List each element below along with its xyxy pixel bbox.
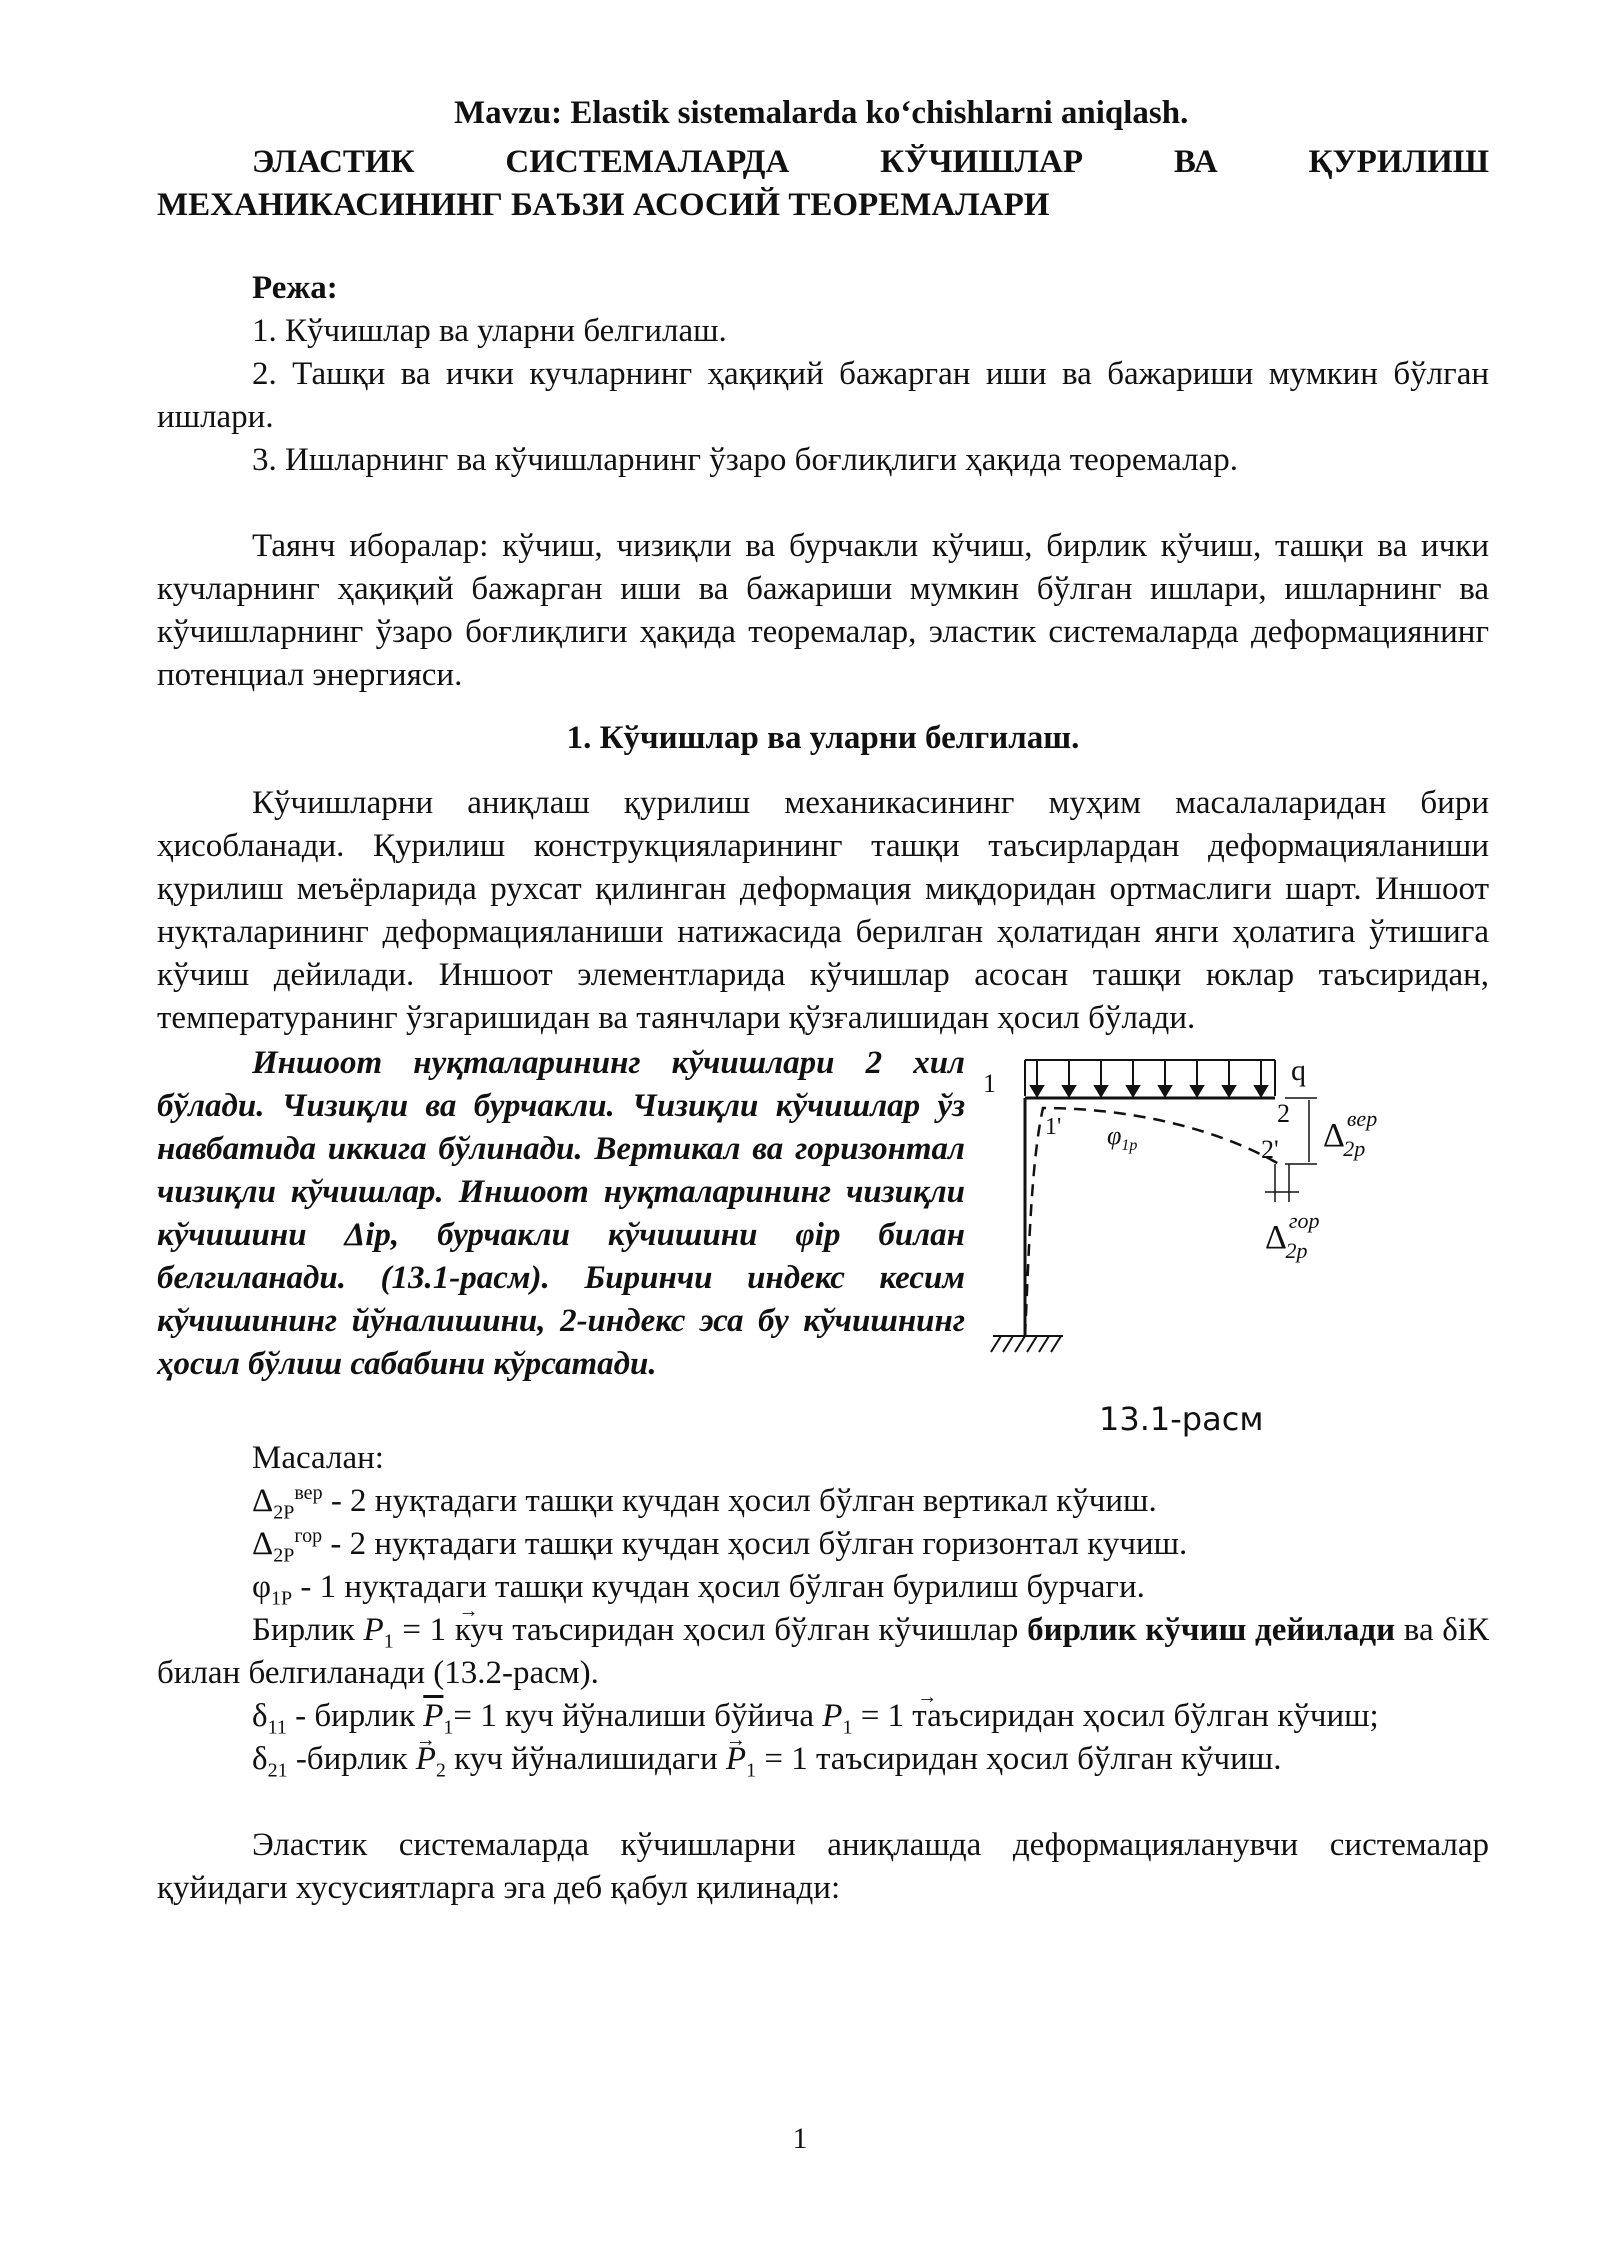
intro-paragraph: Кўчишларни аниқлаш қурилиш механикасининг муҳим масалаларидан бири ҳисобланади. Қурилиш конструкцияларининг ташқи таъсирлардан деформацияланиши қурилиш меъёрларида рухсат қилинган деформация миқдоридан ортмаслиги шарт. Иншоот нуқталарининг деформацияланиши натижасида берилган ҳолатидан янги ҳолатига ўтишига кўчиш дейилади. Иншоот элементларида кўчишлар асосан ташқи юклар таъсиридан, температуранинг ўзгаришидан ва таянчлари қўзғалишидан ҳосил бўлади.	[157, 785, 1489, 1036]
main-title-line2: МЕХАНИКАСИНИНГ БАЪЗИ АСОСИЙ ТЕОРЕМАЛАРИ	[157, 187, 1050, 223]
example-line-horizontal: $\Delta_{2P}^{гор} - 2$ нуқтадаги ташқи кучдан ҳосил бўлган горизонтал кучиш.	[252, 1525, 1188, 1567]
node-1-prime-label: 1'	[1045, 1114, 1062, 1140]
figure-block	[157, 1042, 1489, 1437]
delta-21-definition: $\delta_{21}$ -бирлик → $P_2$ куч йўналишидаги → $P_1 = 1$ таъсиридан ҳосил бўлган кўчиш.	[157, 1738, 1489, 1781]
plan-item-2: 2. Ташқи ва ички кучларнинг ҳақиқий бажарган иши ва бажариши мумкин бўлган ишлари.	[157, 356, 1489, 435]
example-line-vertical: $\Delta_{2P}^{вер} - 2$ нуқтадаги ташқи кучдан ҳосил бўлган вертикал кўчиш.	[252, 1482, 1157, 1524]
distributed-load	[1025, 1060, 1275, 1096]
example-intro: Масалан:	[252, 1440, 384, 1476]
frame-diagram	[979, 1052, 1489, 1437]
load-label: q	[1291, 1054, 1306, 1087]
figure-side-text: Иншоот нуқталарининг кўчишлари 2 хил бўлади. Чизиқли ва бурчакли. Чизиқли кўчишлар ўз навбатида иккига бўлинади. Вертикал ва горизонтал чизиқли кўчишлар. Иншоот нуқталарининг чизиқли кўчишини Δip, бурчакли кўчишини φip билан белгиланади. (13.1-расм). Биринчи индекс кесим кўчишининг йўналишини, 2-индекс эса бу кўчишнинг ҳосил бўлиш сабабини кўрсатади.	[157, 1045, 965, 1382]
plan-heading: Режа:	[252, 270, 338, 306]
title-word: ВА	[1173, 144, 1218, 180]
load-arrows	[1031, 1060, 1267, 1096]
figure-caption: 13.1-расм	[1099, 1400, 1264, 1437]
example-line-rotation: $\varphi_{1P} - 1$ нуқтадаги ташқи кучдан ҳосил бўлган бурилиш бурчаги.	[252, 1569, 1145, 1610]
closing-paragraph: Эластик системаларда кўчишларни аниқлашда деформацияланувчи системалар қуйидаги хусусиятларга эга деб қабул қилинади:	[157, 1827, 1489, 1906]
deformed-shape	[1025, 1108, 1279, 1336]
title-word: ҚУРИЛИШ	[1308, 144, 1489, 180]
delta-11-definition: $\delta_{11}$ - бирлик $\overline{P}_1= 1$ куч йўналиши бўйича → $P_1 = 1$ таъсиридан ҳосил бўлган кўчиш;	[157, 1695, 1489, 1738]
unit-displacement-definition: Бирлик → $P_1 = 1$ куч таъсиридан ҳосил бўлган кўчишлар бирлик кўчиш дейилади ва δiК билан белгиланади (13.2-расм).	[157, 1609, 1489, 1695]
title-word: СИСТЕМАЛАРДА	[505, 144, 790, 180]
plan-item-1: 1. Кўчишлар ва уларни белгилаш.	[252, 313, 727, 349]
document-page	[157, 92, 1489, 1910]
main-title-line1	[157, 141, 1489, 184]
section-heading: 1. Кўчишлар ва уларни белгилаш.	[566, 720, 1080, 756]
horizontal-displacement-dimension	[1265, 1164, 1299, 1202]
node-2-label: 2	[1277, 1099, 1290, 1128]
title-word: ЭЛАСТИК	[252, 144, 415, 180]
delta-vertical-label: $\Delta^{вер}$ 2p	[1323, 1106, 1378, 1161]
keywords-paragraph: Таянч иборалар: кўчиш, чизиқли ва бурчакли кўчиш, бирлик кўчиш, ташқи ва ички кучларнинг ҳақиқий бажарган иши ва бажариши мумкин бўлган ишлари, ишларнинг ва кўчишларнинг ўзаро боғлиқлиги ҳақида теоремалар, эластик системаларда деформациянинг потенциал энергияси.	[157, 528, 1489, 693]
topic-line: Mavzu: Elastik sistemalarda ko‘chishlarni aniqlash.	[454, 95, 1189, 131]
title-word: КЎЧИШЛАР	[880, 144, 1084, 180]
delta-horizontal-label: $\Delta^{гор}$ 2p	[1265, 1208, 1320, 1263]
page-number: 1	[792, 2122, 808, 2155]
phi-label: $\varphi_{1p}$	[1107, 1121, 1138, 1154]
frame	[1025, 1098, 1275, 1336]
node-1-label: 1	[983, 1069, 996, 1098]
node-2-prime-label: 2'	[1261, 1135, 1279, 1164]
plan-item-3: 3. Ишларнинг ва кўчишларнинг ўзаро боғлиқлиги ҳақида теоремалар.	[252, 442, 1238, 478]
fixed-support	[991, 1336, 1063, 1352]
